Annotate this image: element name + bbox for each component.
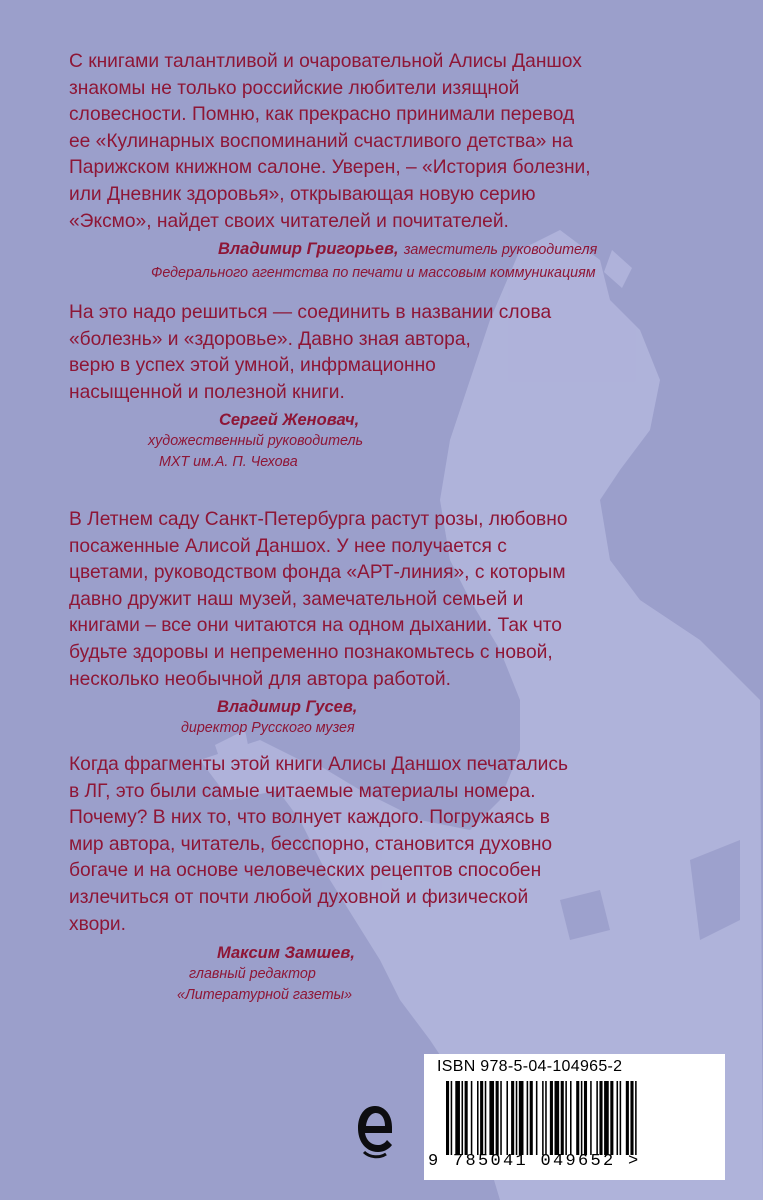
quote-2-author: Сергей Женовач, [219, 411, 360, 430]
quote-1-author: Владимир Григорьев, [218, 240, 399, 259]
quote-4-line: Когда фрагменты этой книги Алисы Даншох печатались [69, 754, 568, 775]
barcode-bar [596, 1081, 598, 1155]
barcode-bar [590, 1081, 592, 1155]
quote-3-line: В Летнем саду Санкт-Петербурга растут розы, любовно [69, 509, 568, 530]
quote-1 [69, 49, 709, 284]
barcode-bar [527, 1081, 529, 1155]
quote-4-line: мир автора, читатель, бесспорно, становится духовно [69, 833, 553, 855]
quote-1-line: ее «Кулинарных воспоминаний счастливого детства» на [69, 130, 573, 152]
quote-3-line: будьте здоровы и непременно познакомьтесь с новой, [69, 641, 553, 663]
publisher-logo-icon [356, 1100, 394, 1160]
barcode-bar [630, 1081, 633, 1155]
barcode-bar [511, 1081, 514, 1155]
barcode-bar [542, 1081, 544, 1155]
quote-4-line: излечиться от почти любой духовной и физической [69, 886, 529, 908]
quote-1-role: Федерального агентства по печати и массовым коммуникациям [151, 264, 596, 281]
barcode-bar [545, 1081, 547, 1155]
quote-3-line: книгами – все они читаются на одном дыхании. Так что [69, 615, 562, 637]
quote-3-line: давно дружит наш музей, замечательной семьей и [69, 588, 524, 610]
quote-1-attribution [218, 236, 709, 263]
quote-4-line: хвори. [69, 913, 126, 935]
isbn-number: ISBN 978-5-04-104965-2 [437, 1058, 623, 1075]
quote-4 [69, 752, 709, 1006]
barcode-bar [446, 1081, 449, 1155]
quote-1-role: заместитель руководителя [403, 242, 598, 259]
barcode-bar [496, 1081, 499, 1155]
barcode-bar [477, 1081, 479, 1155]
quote-2-line: На это надо решиться — соединить в названии слова [69, 302, 552, 323]
quote-3-author: Владимир Гусев, [217, 698, 358, 717]
quote-4-role: «Литературной газеты» [177, 987, 353, 1004]
barcode-bar [519, 1081, 524, 1155]
quote-2-line: насыщенной и полезной книги. [69, 381, 345, 403]
barcode-bar [626, 1081, 629, 1155]
barcode-bar [620, 1081, 622, 1155]
barcode-bar [462, 1081, 464, 1155]
barcode-bar [610, 1081, 613, 1155]
barcode-bar [536, 1081, 538, 1155]
quote-2 [69, 300, 709, 473]
barcode-bar [485, 1081, 487, 1155]
quote-3-role: директор Русского музея [181, 720, 355, 737]
quote-2-line: «болезнь» и «здоровье». Давно зная автора, [69, 328, 471, 350]
barcode-bar [617, 1081, 619, 1155]
quote-4-line: Почему? В них то, что волнует каждого. Погружаясь в [69, 807, 550, 829]
quote-1-line: С книгами талантливой и очаровательной Алисы Даншох [69, 51, 582, 72]
quote-2-role: МХТ им.А. П. Чехова [159, 454, 298, 471]
barcode-bar [500, 1081, 502, 1155]
barcode-bar [581, 1081, 583, 1155]
quote-4-line: в ЛГ, это были самые читаемые материалы номера. [69, 780, 536, 802]
quote-4-line: богаче и на основе человеческих рецептов способен [69, 860, 542, 882]
barcode-bar [530, 1081, 533, 1155]
quote-3-line: цветами, руководством фонда «АРТ-линия», с которым [69, 562, 566, 584]
barcode-bar [451, 1081, 453, 1155]
barcode-bar [455, 1081, 460, 1155]
barcode-digits: 9 785041 049652 > [428, 1152, 641, 1171]
barcode-bar [465, 1081, 468, 1155]
barcode-bar [599, 1081, 602, 1155]
quote-4-author: Максим Замшев, [217, 944, 355, 963]
barcode-bar [489, 1081, 494, 1155]
barcode-bar [570, 1081, 572, 1155]
quote-4-role: главный редактор [189, 966, 316, 983]
barcode-bar [506, 1081, 508, 1155]
barcode-bar [604, 1081, 609, 1155]
quote-1-line: словесности. Помню, как прекрасно принимали перевод [69, 104, 575, 126]
barcode-bar [480, 1081, 483, 1155]
barcode-bar [555, 1081, 560, 1155]
quote-3-line: посаженные Алисой Даншох. У нее получается с [69, 535, 507, 557]
quote-1-line: «Эксмо», найдет своих читателей и почитателей. [69, 210, 509, 232]
quote-1-line: знакомы не только российские любители изящной [69, 77, 520, 99]
barcode-bar [516, 1081, 518, 1155]
quote-3 [69, 507, 709, 739]
barcode [440, 1081, 702, 1155]
barcode-bar [471, 1081, 473, 1155]
barcode-bar [561, 1081, 564, 1155]
quote-1-line: Парижском книжном салоне. Уверен, – «История болезни, [69, 157, 591, 179]
barcode-bar [635, 1081, 637, 1155]
quote-1-line: или Дневник здоровья», открывающая новую серию [69, 183, 536, 205]
barcode-bar [584, 1081, 587, 1155]
quote-3-line: несколько необычной для автора работой. [69, 668, 451, 690]
barcode-label [424, 1054, 725, 1180]
quote-2-line: верю в успех этой умной, инфрмационно [69, 355, 436, 377]
barcode-bar [550, 1081, 553, 1155]
quote-2-role: художественный руководитель [148, 433, 364, 450]
barcode-bar [565, 1081, 567, 1155]
barcode-bar [576, 1081, 579, 1155]
